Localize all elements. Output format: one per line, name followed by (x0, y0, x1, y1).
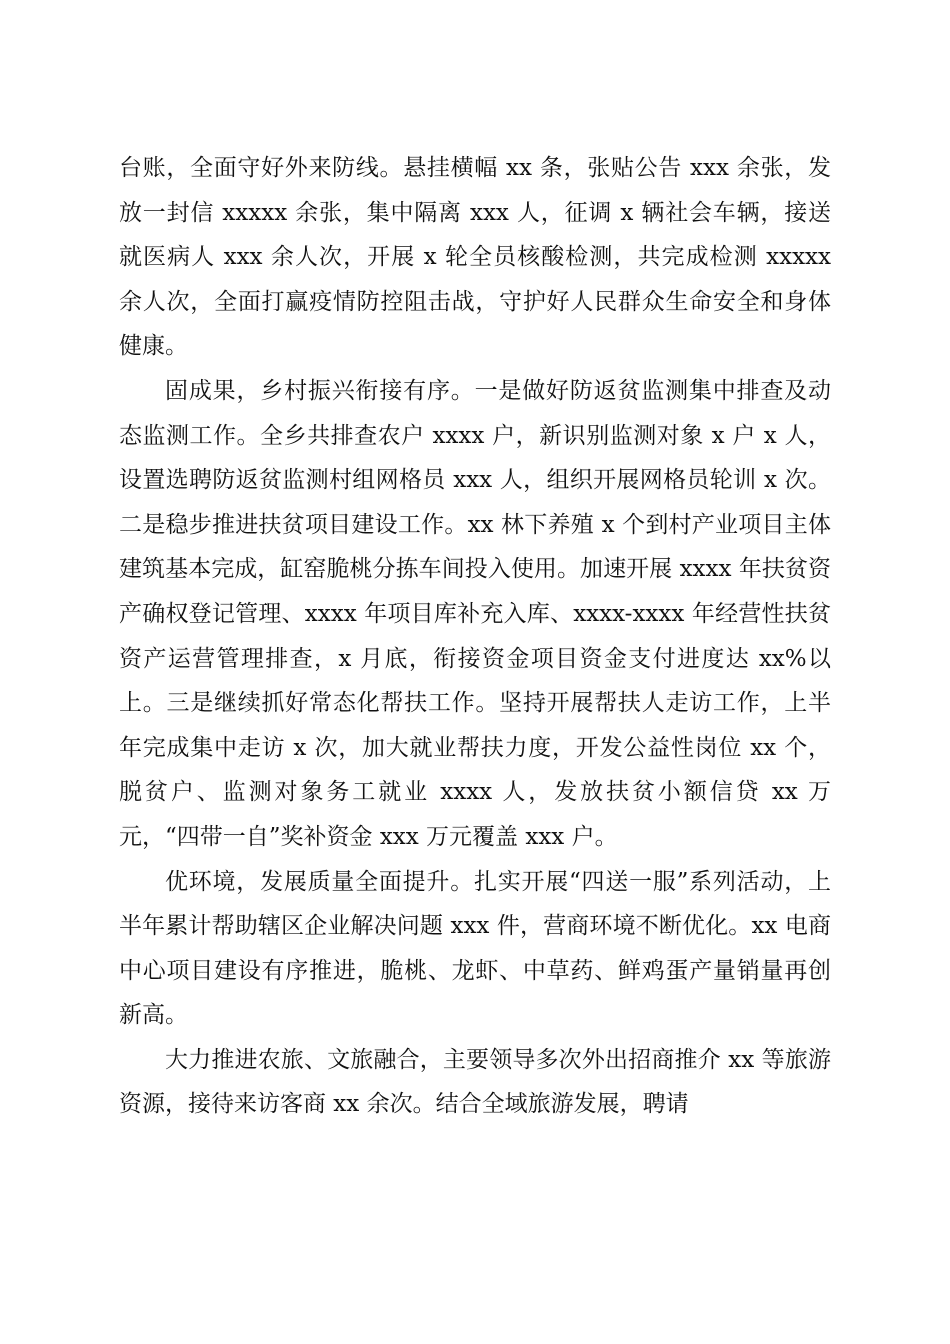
paragraph-epidemic-prevention: 台账，全面守好外来防线。悬挂横幅 xx 条，张贴公告 xxx 余张，发放一封信 xxxxx 余张，集中隔离 xxx 人，征调 x 辆社会车辆，接送就医病人 xxx 余人次，开展 x 轮全员核酸检测，共完成检测 xxxxx 余人次，全面打赢疫情防控阻击战，守护好人民群众生命安全和身体健康。 (119, 155, 831, 360)
paragraph-rural-revitalization: 固成果，乡村振兴衔接有序。一是做好防返贫监测集中排查及动态监测工作。全乡共排查农户 xxxx 户，新识别监测对象 x 户 x 人，设置选聘防返贫监测村组网格员 xxx 人，组织开展网格员轮训 x 次。二是稳步推进扶贫项目建设工作。xx 林下养殖 x 个到村产业项目主体建筑基本完成，缸窑脆桃分拣车间投入使用。加速开展 xxxx 年扶贫资产确权登记管理、xxxx 年项目库补充入库、xxxx-xxxx 年经营性扶贫资产运营管理排查，x 月底，衔接资金项目资金支付进度达 xx%以上。三是继续抓好常态化帮扶工作。坚持开展帮扶人走访工作，上半年完成集中走访 x 次，加大就业帮扶力度，开发公益性岗位 xx 个，脱贫户、监测对象务工就业 xxxx 人，发放扶贫小额信贷 xx 万元，“四带一自”奖补资金 xxx 万元覆盖 xxx 户。 (119, 377, 831, 850)
paragraph-tourism-integration: 大力推进农旅、文旅融合，主要领导多次外出招商推介 xx 等旅游资源，接待来访客商 xx 余次。结合全域旅游发展，聘请 (119, 1046, 831, 1118)
document-body (119, 146, 831, 1127)
paragraph-business-environment: 优环境，发展质量全面提升。扎实开展“四送一服”系列活动，上半年累计帮助辖区企业解决问题 xxx 件，营商环境不断优化。xx 电商中心项目建设有序推进，脆桃、龙虾、中草药、鲜鸡蛋产量销量再创新高。 (119, 868, 831, 1029)
